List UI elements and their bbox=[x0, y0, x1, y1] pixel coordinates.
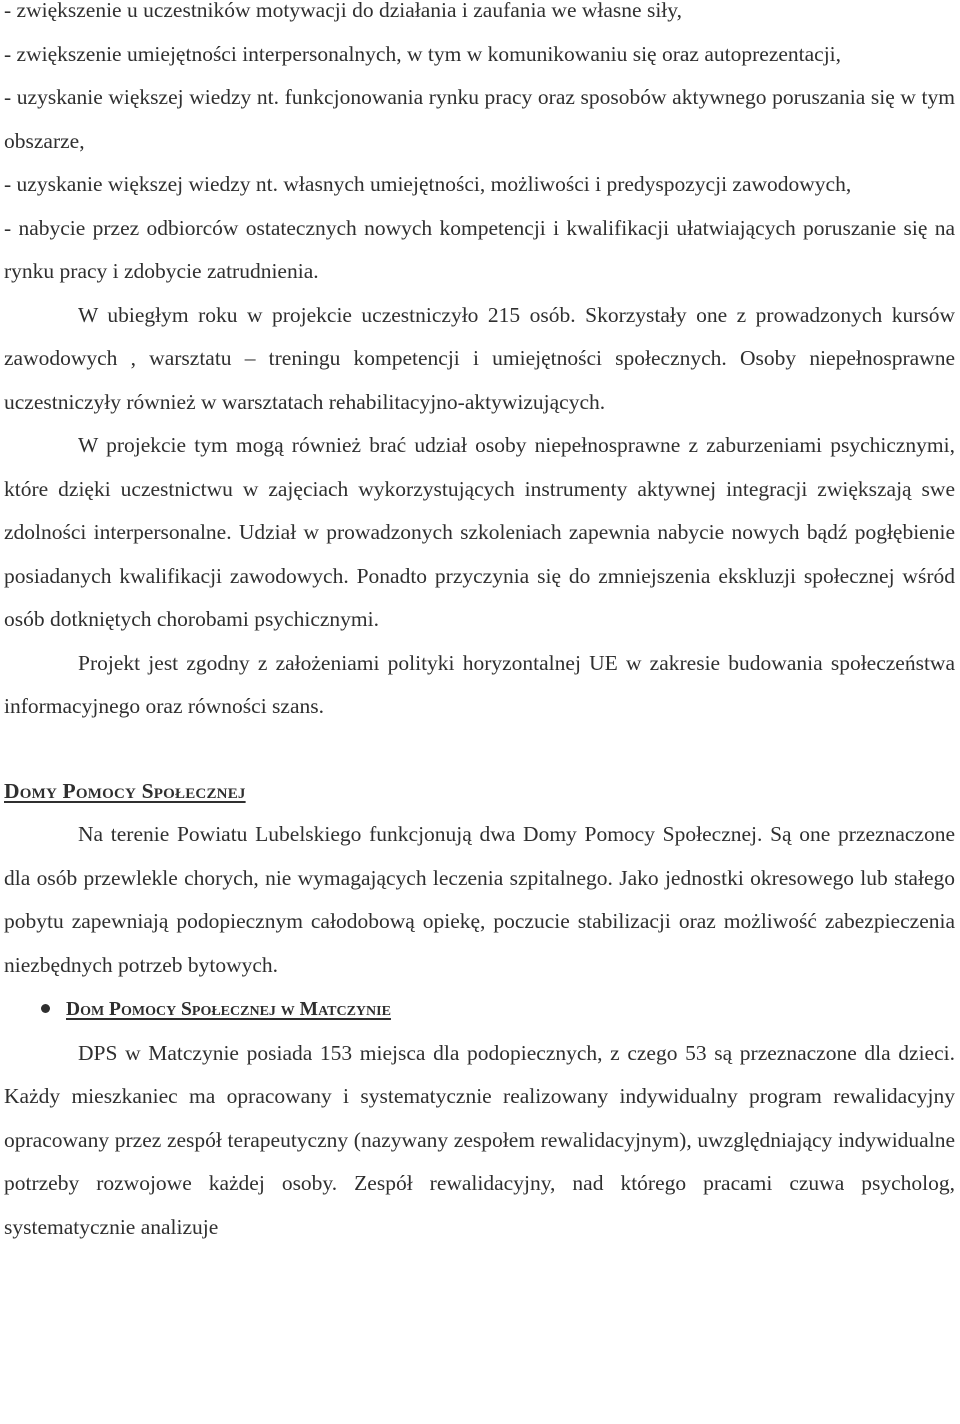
section-intro: Na terenie Powiatu Lubelskiego funkcjonują dwa Domy Pomocy Społecznej. Są one przeznaczone dla osób przewlekle chorych, nie wymagających leczenia szpitalnego. Jako jednostki okresowego lub stałego pobytu zapewniają podopiecznym całodobową opiekę, poczucie stabilizacji oraz możliwość zabezpieczenia niezbędnych potrzeb bytowych. bbox=[4, 822, 955, 977]
bullet-icon bbox=[41, 1004, 50, 1013]
document-page bbox=[4, 0, 955, 1249]
section-heading-text: Domy Pomocy Społecznej bbox=[4, 778, 246, 803]
intro-item-own-skills: - uzyskanie większej wiedzy nt. własnych umiejętności, możliwości i predyspozycji zawodowych, bbox=[4, 172, 852, 196]
paragraph-mental-disorders: W projekcie tym mogą również brać udział osoby niepełnosprawne z zaburzeniami psychicznymi, które dzięki uczestnictwu w zajęciach wykorzystujących instrumenty aktywnej integracji zwiększają swe zdolności interpersonalne. Udział w prowadzonych szkoleniach zapewnia nabycie nowych bądź pogłębienie posiadanych kwalifikacji zawodowych. Ponadto przyczynia się do zmniejszenia ekskluzji społecznej wśród osób dotkniętych chorobami psychicznymi. bbox=[4, 433, 955, 631]
subsection-text: DPS w Matczynie posiada 153 miejsca dla podopiecznych, z czego 53 są przeznaczone dla dzieci. Każdy mieszkaniec ma opracowany i systematycznie realizowany indywidualny program rewalidacyjny opracowany przez zespół terapeutyczny (nazywany zespołem rewalidacyjnym), uwzględniający indywidualne potrzeby rozwojowe każdej osoby. Zespół rewalidacyjny, nad którego pracami czuwa psycholog, systematycznie analizuje bbox=[4, 1040, 955, 1239]
section-heading bbox=[4, 770, 955, 814]
subsection-heading-row bbox=[4, 987, 955, 1032]
intro-item-labour-market: - uzyskanie większej wiedzy nt. funkcjonowania rynku pracy oraz sposobów aktywnego poruszania się w tym obszarze, bbox=[4, 85, 955, 153]
paragraph-horizontal-policy: Projekt jest zgodny z założeniami polityki horyzontalnej UE w zakresie budowania społeczeństwa informacyjnego oraz równości szans. bbox=[4, 650, 955, 718]
intro-item-interpersonal: - zwiększenie umiejętności interpersonalnych, w tym w komunikowaniu się oraz autoprezentacji, bbox=[4, 41, 842, 66]
intro-item-motivation: - zwiększenie u uczestników motywacji do działania i zaufania we własne siły, bbox=[4, 0, 682, 22]
subsection-heading: Dom Pomocy Społecznej w Matczynie bbox=[66, 999, 391, 1020]
paragraph-participants: W ubiegłym roku w projekcie uczestniczyło 215 osób. Skorzystały one z prowadzonych kursów zawodowych , warsztatu – treningu kompetencji i umiejętności społecznych. Osoby niepełnosprawne uczestniczyły również w warsztatach rehabilitacyjno-aktywizujących. bbox=[4, 302, 955, 414]
intro-item-competences: - nabycie przez odbiorców ostatecznych nowych kompetencji i kwalifikacji ułatwiających poruszanie się na rynku pracy i zdobycie zatrudnienia. bbox=[4, 215, 955, 283]
